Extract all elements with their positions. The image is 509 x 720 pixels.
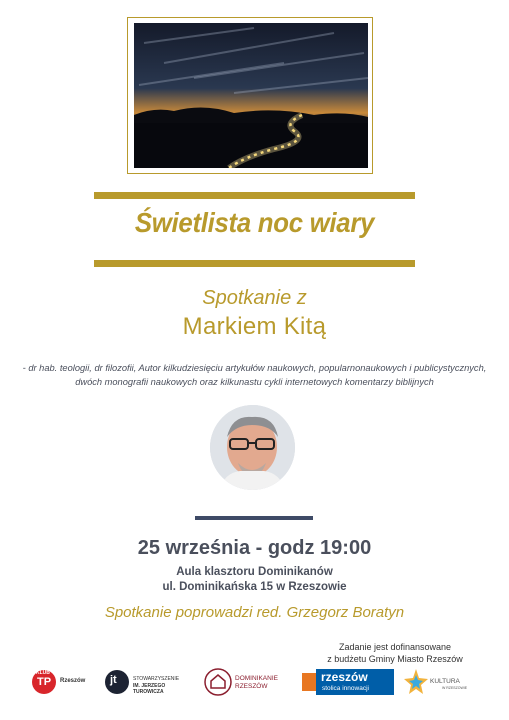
klub-tp-name: Rzeszów	[60, 678, 86, 684]
navy-divider	[195, 516, 313, 520]
church-icon	[204, 668, 232, 696]
rzeszow-tagline: stolica innowacji	[322, 685, 369, 692]
event-title: Świetlista noc wiary	[134, 207, 375, 238]
speaker-name: Markiem Kitą	[182, 313, 327, 340]
jt-line2: IM. JERZEGO TUROWICZA	[133, 683, 166, 695]
kultura-logo	[404, 667, 480, 697]
jt-mark-text: jt	[110, 674, 117, 686]
kultura-name: KULTURA	[430, 678, 460, 685]
rzeszow-logo	[300, 669, 394, 695]
dominikanie-line2: RZESZÓW	[235, 683, 268, 690]
funding-note	[310, 641, 480, 665]
funding-line2: z budżetu Gminy Miasto Rzeszów	[327, 654, 463, 664]
subtitle-line1: Spotkanie z	[202, 287, 307, 309]
dominikanie-logo	[204, 667, 294, 697]
speaker-bio	[6, 361, 503, 389]
venue-name: Aula klasztoru Dominikanów	[176, 566, 333, 578]
portrait-image	[210, 405, 295, 490]
kultura-sub: W RZESZOWIE	[442, 686, 468, 690]
klub-tp-badge: TP	[37, 676, 52, 688]
event-host: Spotkanie poprowadzi red. Grzegorz Boratyn	[104, 604, 405, 621]
gold-divider-bottom	[94, 260, 415, 267]
speaker-portrait	[210, 405, 295, 490]
klub-tp-logo	[30, 667, 98, 697]
kultura-star-icon	[404, 669, 428, 695]
bio-line2: dwóch monografii naukowych oraz kilkunastu cykli internetowych komentarzy biblijnych	[75, 377, 434, 387]
jt-line1: STOWARZYSZENIE	[133, 676, 180, 682]
rzeszow-name: rzeszów	[321, 670, 368, 684]
night-path-image	[134, 23, 368, 168]
venue-address: ul. Dominikańska 15 w Rzeszowie	[162, 581, 347, 593]
dominikanie-line1: DOMINIKANIE	[235, 675, 278, 682]
jt-mark	[104, 669, 130, 695]
funding-line1: Zadanie jest dofinansowane	[338, 642, 452, 652]
bio-line1: - dr hab. teologii, dr filozofii, Autor kilkudziesięciu artykułów naukowych, popularnonaukowych i publicystycznych,	[22, 363, 487, 373]
klub-tp-top: KLUB	[36, 670, 50, 676]
gold-divider-top	[94, 192, 415, 199]
night-sky-photo	[134, 23, 368, 168]
jt-association-logo	[104, 667, 192, 697]
event-date-time: 25 września - godz 19:00	[137, 537, 372, 559]
